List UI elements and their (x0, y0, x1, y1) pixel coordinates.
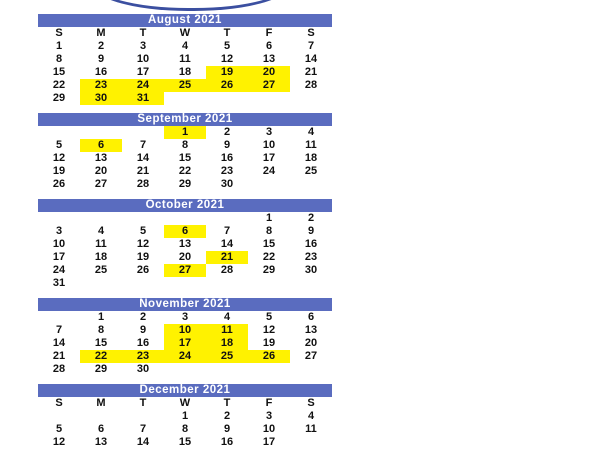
day-cell[interactable]: 25 (206, 350, 248, 363)
day-cell[interactable]: 16 (136, 337, 150, 349)
day-cell[interactable]: 2 (307, 212, 315, 224)
day-cell[interactable]: 7 (307, 40, 315, 52)
day-cell[interactable]: 15 (178, 152, 192, 164)
day-cell[interactable]: 25 (304, 165, 318, 177)
day-cell[interactable]: 27 (94, 178, 108, 190)
day-cell[interactable]: 12 (262, 324, 276, 336)
day-cell[interactable]: 25 (164, 79, 206, 92)
day-cell[interactable]: 24 (52, 264, 66, 276)
day-cell[interactable]: 6 (80, 139, 122, 152)
weekday-label: T (223, 397, 231, 409)
day-cell[interactable]: 19 (136, 251, 150, 263)
day-cell[interactable]: 4 (307, 126, 315, 138)
day-cell[interactable]: 1 (164, 126, 206, 139)
day-cell[interactable]: 12 (220, 53, 234, 65)
day-cell[interactable]: 29 (262, 264, 276, 276)
day-cell[interactable]: 22 (52, 79, 66, 91)
day-cell[interactable]: 7 (55, 324, 63, 336)
calendar-column (38, 14, 332, 449)
day-cell[interactable]: 9 (139, 324, 147, 336)
day-cell[interactable]: 18 (304, 152, 318, 164)
day-cell[interactable]: 3 (265, 126, 273, 138)
day-cell[interactable]: 8 (265, 225, 273, 237)
day-cell[interactable]: 13 (94, 436, 108, 448)
day-cell[interactable]: 17 (262, 152, 276, 164)
empty-cell (206, 212, 248, 225)
day-cell[interactable]: 7 (139, 139, 147, 151)
empty-cell (80, 410, 122, 423)
weekday-label: T (139, 397, 147, 409)
day-cell[interactable]: 14 (136, 152, 150, 164)
day-cell[interactable]: 13 (178, 238, 192, 250)
day-cell[interactable]: 24 (262, 165, 276, 177)
empty-cell (38, 212, 80, 225)
weekday-header (38, 397, 332, 410)
day-cell[interactable]: 27 (248, 79, 290, 92)
weekday-label: T (223, 27, 231, 39)
weekday-label: F (265, 397, 273, 409)
day-cell[interactable]: 5 (223, 40, 231, 52)
day-cell[interactable]: 6 (265, 40, 273, 52)
day-cell[interactable]: 14 (52, 337, 66, 349)
day-cell[interactable]: 2 (223, 126, 231, 138)
day-cell[interactable]: 19 (262, 337, 276, 349)
day-cell[interactable]: 16 (94, 66, 108, 78)
empty-cell (164, 212, 206, 225)
day-cell[interactable]: 11 (305, 139, 317, 151)
day-cell[interactable]: 21 (206, 251, 248, 264)
day-cell[interactable]: 2 (223, 410, 231, 422)
day-cell[interactable]: 30 (304, 264, 318, 276)
day-cell[interactable]: 9 (307, 225, 315, 237)
day-cell[interactable]: 10 (164, 324, 206, 337)
day-cell[interactable]: 9 (97, 53, 105, 65)
day-cell[interactable]: 8 (55, 53, 63, 65)
day-cell[interactable]: 8 (181, 139, 189, 151)
day-grid (38, 410, 332, 449)
day-cell[interactable]: 15 (94, 337, 108, 349)
day-cell[interactable]: 24 (164, 350, 206, 363)
day-cell[interactable]: 10 (136, 53, 150, 65)
day-cell[interactable]: 6 (164, 225, 206, 238)
day-cell[interactable]: 9 (223, 139, 231, 151)
day-cell[interactable]: 23 (80, 79, 122, 92)
day-cell[interactable]: 16 (220, 152, 234, 164)
day-cell[interactable]: 30 (136, 363, 150, 375)
day-cell[interactable]: 7 (139, 423, 147, 435)
day-cell[interactable]: 24 (122, 79, 164, 92)
day-cell[interactable]: 11 (206, 324, 248, 337)
day-cell[interactable]: 4 (181, 40, 189, 52)
month-title: September 2021 (38, 113, 332, 126)
weekday-label: S (55, 27, 63, 39)
day-cell[interactable]: 5 (139, 225, 147, 237)
day-cell[interactable]: 20 (248, 66, 290, 79)
day-cell[interactable]: 4 (223, 311, 231, 323)
day-cell[interactable]: 23 (122, 350, 164, 363)
day-grid (38, 40, 332, 105)
month-title: December 2021 (38, 384, 332, 397)
day-cell[interactable]: 29 (52, 92, 66, 104)
day-cell[interactable]: 25 (94, 264, 108, 276)
day-cell[interactable]: 30 (220, 178, 234, 190)
day-cell[interactable]: 15 (262, 238, 276, 250)
day-cell[interactable]: 23 (220, 165, 234, 177)
day-cell[interactable]: 1 (265, 212, 273, 224)
day-cell[interactable]: 14 (304, 53, 318, 65)
weekday-label: S (307, 397, 315, 409)
weekday-label: T (139, 27, 147, 39)
day-cell[interactable]: 7 (223, 225, 231, 237)
day-cell[interactable]: 17 (262, 436, 276, 448)
weekday-label: S (55, 397, 63, 409)
day-cell[interactable]: 13 (304, 324, 318, 336)
month-title: November 2021 (38, 298, 332, 311)
day-cell[interactable]: 6 (307, 311, 315, 323)
weekday-label: W (179, 27, 191, 39)
month-block (38, 113, 332, 191)
day-cell[interactable]: 27 (164, 264, 206, 277)
day-cell[interactable]: 3 (181, 311, 189, 323)
month-block (38, 199, 332, 290)
day-cell[interactable]: 3 (265, 410, 273, 422)
month-block (38, 384, 332, 449)
day-cell[interactable]: 22 (178, 165, 192, 177)
day-cell[interactable]: 18 (94, 251, 108, 263)
day-cell[interactable]: 11 (95, 238, 107, 250)
day-grid (38, 126, 332, 191)
day-cell[interactable]: 26 (248, 350, 290, 363)
school-logo-seal (88, 0, 294, 11)
weekday-header (38, 27, 332, 40)
day-cell[interactable]: 20 (178, 251, 192, 263)
day-cell[interactable]: 28 (220, 264, 234, 276)
day-cell[interactable]: 4 (307, 410, 315, 422)
day-cell[interactable]: 26 (206, 79, 248, 92)
day-cell[interactable]: 19 (52, 165, 66, 177)
day-cell[interactable]: 21 (304, 66, 318, 78)
day-cell[interactable]: 5 (55, 139, 63, 151)
day-cell[interactable]: 12 (52, 152, 66, 164)
day-cell[interactable]: 9 (223, 423, 231, 435)
day-cell[interactable]: 20 (304, 337, 318, 349)
weekday-label: S (307, 27, 315, 39)
empty-cell (38, 410, 80, 423)
day-cell[interactable]: 20 (94, 165, 108, 177)
empty-cell (122, 410, 164, 423)
month-block (38, 14, 332, 105)
day-grid (38, 212, 332, 290)
day-cell[interactable]: 3 (139, 40, 147, 52)
day-cell[interactable]: 16 (304, 238, 318, 250)
day-cell[interactable]: 23 (304, 251, 318, 263)
day-cell[interactable]: 11 (305, 423, 317, 435)
day-cell[interactable]: 1 (181, 410, 189, 422)
month-gap (38, 191, 332, 199)
weekday-label: M (96, 27, 106, 39)
day-cell[interactable]: 5 (265, 311, 273, 323)
month-block (38, 298, 332, 376)
empty-cell (80, 212, 122, 225)
day-cell[interactable]: 26 (136, 264, 150, 276)
day-cell[interactable]: 21 (136, 165, 150, 177)
day-cell[interactable]: 2 (139, 311, 147, 323)
day-cell[interactable]: 1 (55, 40, 63, 52)
day-cell[interactable]: 28 (52, 363, 66, 375)
day-cell[interactable]: 30 (80, 92, 122, 105)
day-cell[interactable]: 13 (94, 152, 108, 164)
day-grid (38, 311, 332, 376)
weekday-label: F (265, 27, 273, 39)
day-cell[interactable]: 29 (178, 178, 192, 190)
day-cell[interactable]: 5 (55, 423, 63, 435)
day-cell[interactable]: 18 (206, 337, 248, 350)
day-cell[interactable]: 15 (178, 436, 192, 448)
day-cell[interactable]: 10 (262, 139, 276, 151)
weekday-label: M (96, 397, 106, 409)
month-gap (38, 290, 332, 298)
day-cell[interactable]: 14 (220, 238, 234, 250)
day-cell[interactable]: 13 (262, 53, 276, 65)
weekday-label: W (179, 397, 191, 409)
day-cell[interactable]: 11 (179, 53, 191, 65)
month-title: October 2021 (38, 199, 332, 212)
day-cell[interactable]: 28 (136, 178, 150, 190)
day-cell[interactable]: 15 (52, 66, 66, 78)
day-cell[interactable]: 4 (97, 225, 105, 237)
month-title: August 2021 (38, 14, 332, 27)
day-cell[interactable]: 21 (52, 350, 66, 362)
day-cell[interactable]: 3 (55, 225, 63, 237)
empty-cell (122, 126, 164, 139)
day-cell[interactable]: 17 (136, 66, 150, 78)
empty-cell (80, 126, 122, 139)
day-cell[interactable]: 17 (164, 337, 206, 350)
day-cell[interactable]: 31 (52, 277, 66, 289)
empty-cell (38, 126, 80, 139)
day-cell[interactable]: 12 (136, 238, 150, 250)
day-cell[interactable]: 18 (178, 66, 192, 78)
day-cell[interactable]: 14 (136, 436, 150, 448)
day-cell[interactable]: 27 (304, 350, 318, 362)
empty-cell (122, 212, 164, 225)
day-cell[interactable]: 10 (262, 423, 276, 435)
day-cell[interactable]: 12 (52, 436, 66, 448)
month-gap (38, 376, 332, 384)
day-cell[interactable]: 8 (181, 423, 189, 435)
day-cell[interactable]: 26 (52, 178, 66, 190)
day-cell[interactable]: 22 (80, 350, 122, 363)
day-cell[interactable]: 6 (97, 423, 105, 435)
day-cell[interactable]: 16 (220, 436, 234, 448)
day-cell[interactable]: 8 (97, 324, 105, 336)
month-gap (38, 105, 332, 113)
day-cell[interactable]: 29 (94, 363, 108, 375)
day-cell[interactable]: 10 (52, 238, 66, 250)
day-cell[interactable]: 19 (206, 66, 248, 79)
empty-cell (38, 311, 80, 324)
day-cell[interactable]: 1 (97, 311, 105, 323)
day-cell[interactable]: 22 (262, 251, 276, 263)
day-cell[interactable]: 31 (122, 92, 164, 105)
day-cell[interactable]: 17 (52, 251, 66, 263)
day-cell[interactable]: 28 (304, 79, 318, 91)
day-cell[interactable]: 2 (97, 40, 105, 52)
